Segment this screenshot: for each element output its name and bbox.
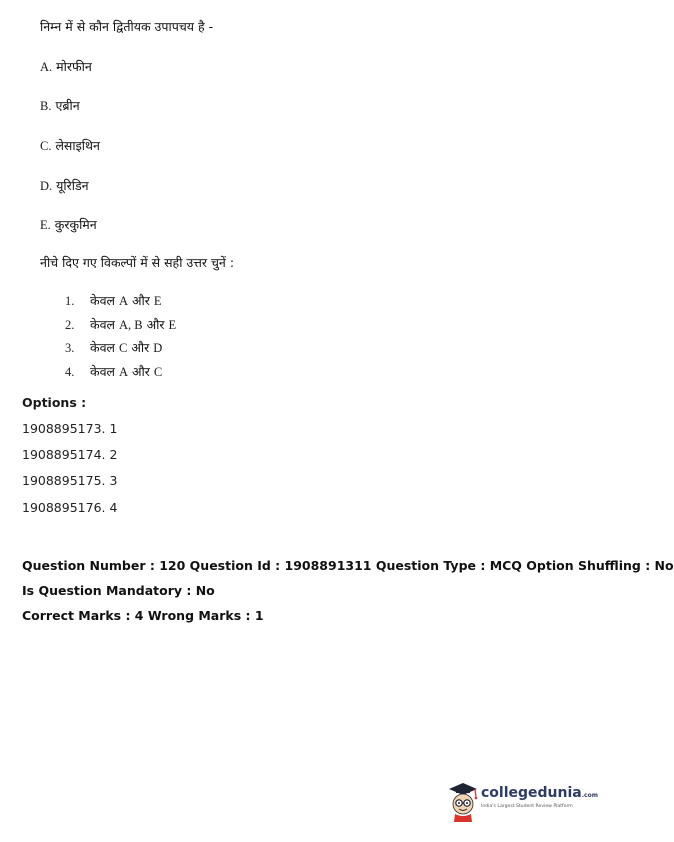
marks-meta-line: Correct Marks : 4 Wrong Marks : 1 — [22, 608, 264, 623]
question-meta-line: Question Number : 120 Question Id : 1908891311 Question Type : MCQ Option Shuffling : No — [22, 558, 674, 573]
statement-option-c — [40, 137, 100, 154]
option-text: मोरफीन — [56, 59, 92, 74]
statement-option-a — [40, 58, 92, 75]
option-letter: B. — [40, 99, 52, 113]
choice-connector: और — [146, 316, 165, 332]
option-id-2: 1908895174. 2 — [22, 447, 118, 462]
option-text: कुरकुमिन — [54, 217, 97, 232]
option-text: एब्रीन — [55, 98, 80, 113]
choice-connector: और — [132, 363, 150, 379]
option-id-4: 1908895176. 4 — [22, 500, 118, 515]
option-id-3: 1908895175. 3 — [22, 473, 118, 488]
choice-number: 1. — [65, 294, 75, 308]
choice-item-b: D — [153, 341, 163, 355]
collegedunia-logo — [446, 778, 598, 822]
option-id-1: 1908895173. 1 — [22, 421, 118, 436]
choice-item-b: E — [168, 317, 177, 332]
option-letter: E. — [40, 218, 51, 232]
logo-wordmark — [481, 785, 598, 801]
answer-choice-1 — [65, 292, 176, 316]
statement-option-b — [40, 97, 80, 114]
choice-prefix: केवल — [89, 316, 116, 332]
options-heading: Options : — [22, 395, 87, 410]
option-letter: A. — [40, 60, 53, 74]
choice-item-a: C — [119, 341, 128, 355]
answer-choice-2 — [65, 316, 176, 340]
question-text: निम्न में से कौन द्वितीयक उपापचय है - — [40, 19, 214, 34]
logo-tagline: India's Largest Student Review Platform — [481, 804, 573, 809]
statement-option-e — [40, 216, 97, 233]
logo-tld-text: .com — [581, 792, 598, 799]
choice-item-a: A — [119, 364, 129, 379]
logo-brand-text: collegedunia — [481, 785, 582, 801]
choice-number: 4. — [65, 364, 75, 379]
choice-number: 2. — [65, 317, 75, 332]
choice-connector: और — [132, 293, 150, 308]
choice-connector: और — [131, 340, 150, 355]
choice-prefix: केवल — [89, 340, 116, 355]
choice-number: 3. — [65, 341, 75, 355]
choice-item-a: A — [119, 294, 129, 308]
option-text: यूरिडिन — [56, 178, 89, 193]
option-text: लेसाइथिन — [55, 138, 100, 153]
choice-item-b: E — [153, 294, 162, 308]
choice-item-b: C — [153, 364, 163, 379]
answer-choice-4 — [65, 363, 176, 387]
choice-prefix: केवल — [89, 293, 116, 308]
mascot-icon — [446, 778, 480, 822]
answer-choice-3 — [65, 339, 176, 363]
statement-option-d — [40, 177, 89, 194]
answer-choices-list — [65, 292, 176, 386]
mandatory-meta-line: Is Question Mandatory : No — [22, 583, 215, 598]
choice-item-a: A, B — [119, 317, 143, 332]
answer-instruction: नीचे दिए गए विकल्पों में से सही उत्तर चुनें : — [40, 255, 235, 270]
option-letter: C. — [40, 139, 52, 153]
choice-prefix: केवल — [89, 363, 116, 379]
option-letter: D. — [40, 179, 53, 193]
